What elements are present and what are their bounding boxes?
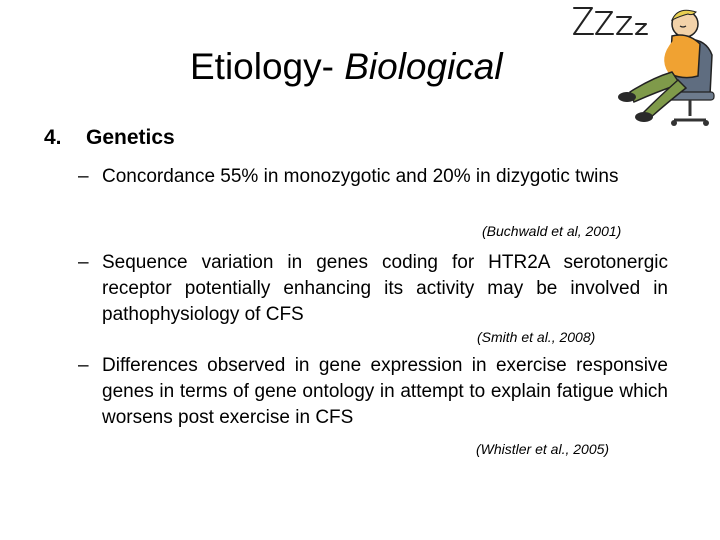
bullet-text: Differences observed in gene expression in exercise responsive genes in terms of gene ontology in attempt to explain fatigue which worsens post exercise in CFS [102,355,668,428]
bullet-text: Sequence variation in genes coding for HTR2A serotonergic receptor potentially enhancing its activity may be involved in pathophysiology of CFS [102,252,668,325]
bullet-dash: – [78,252,89,273]
bullet-dash: – [78,166,89,187]
title-italic: Biological [344,46,503,87]
citation: (Whistler et al., 2005) [476,441,610,457]
citation: (Smith et al., 2008) [477,329,596,345]
section-number: 4. [44,126,62,149]
citation: (Buchwald et al, 2001) [482,223,622,239]
section-title: Genetics [86,126,175,149]
section-heading [44,124,175,152]
sleeping-man-in-chair-icon [560,0,720,130]
slide-title [190,42,503,92]
title-main: Etiology- [190,46,334,87]
bullet-text: Concordance 55% in monozygotic and 20% in dizygotic twins [102,166,619,187]
bullet-dash: – [78,355,89,376]
